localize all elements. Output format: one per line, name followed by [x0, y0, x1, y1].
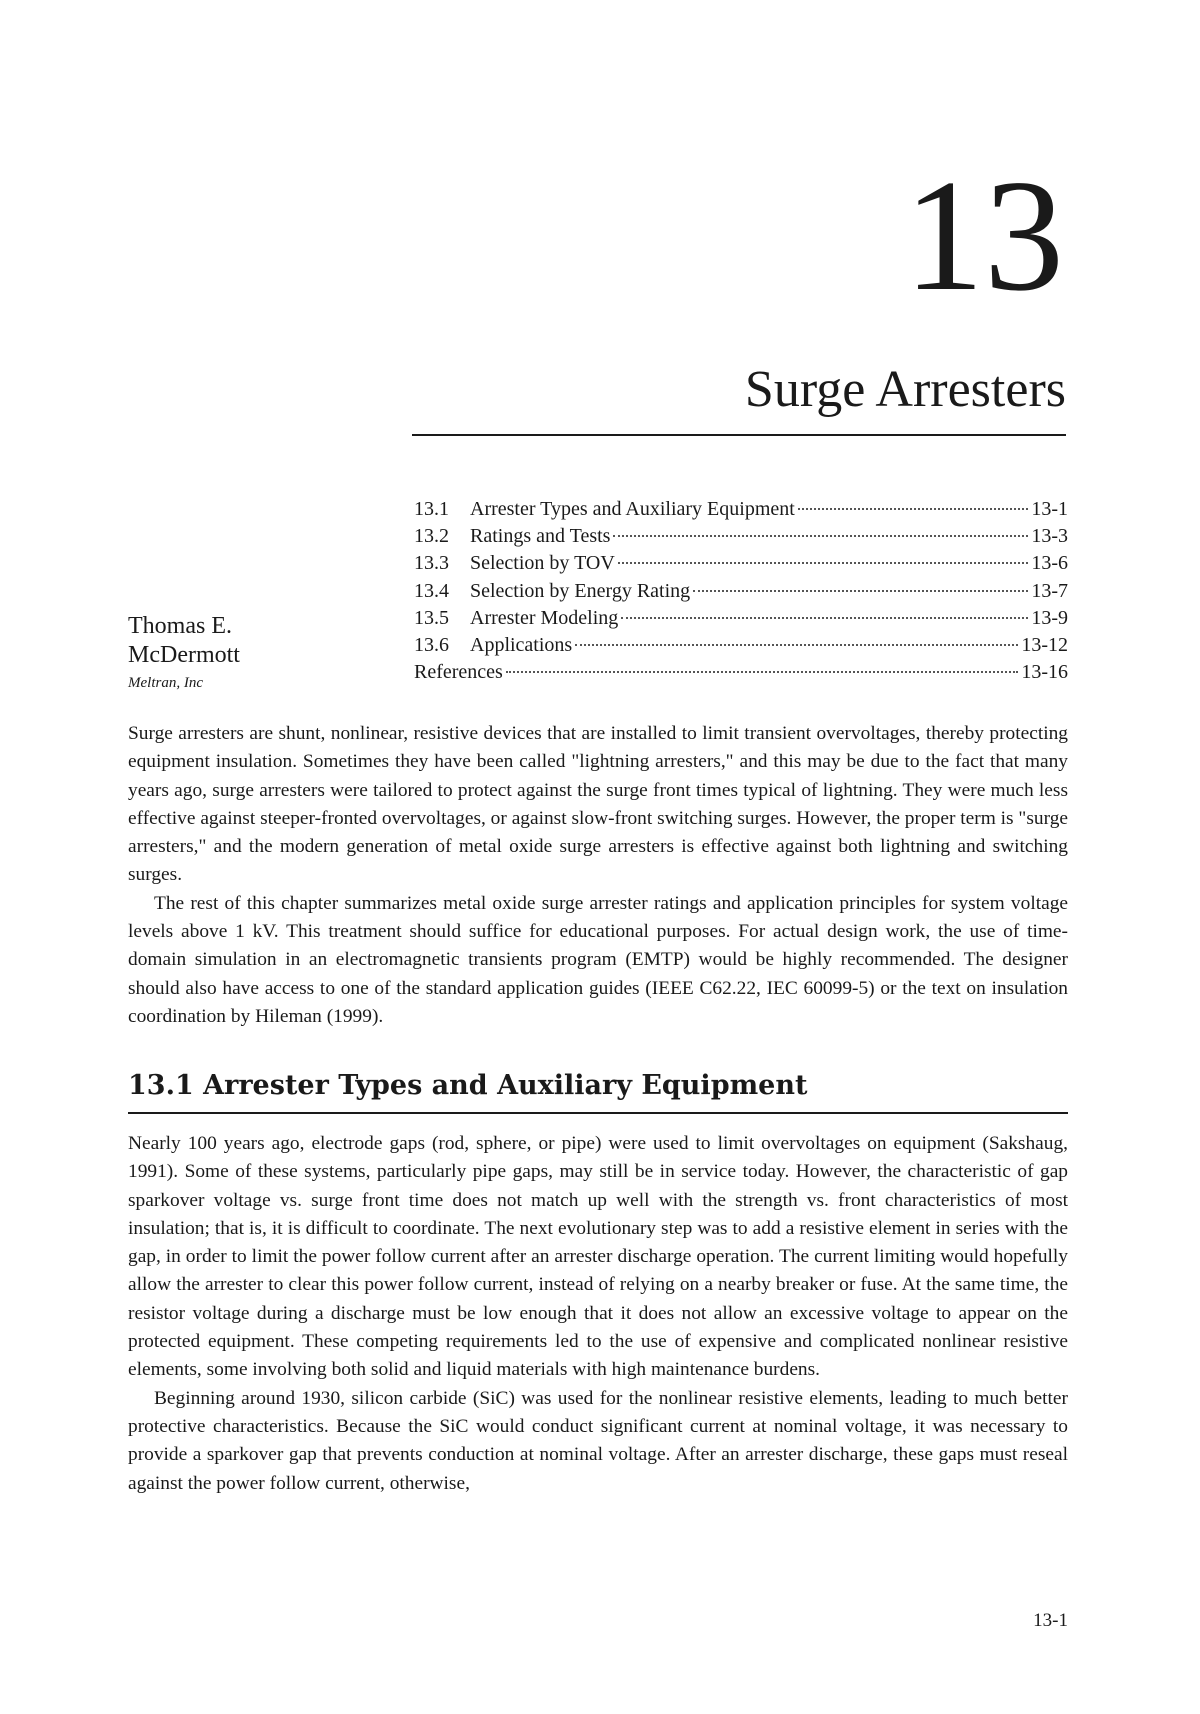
toc-leader	[621, 617, 1028, 619]
section-paragraph-2: Beginning around 1930, silicon carbide (SiC) was used for the nonlinear resistive elements, leading to much better protective characteristics. Because the SiC would conduct significant current at nominal voltage, it was necessary to provide a sparkover gap that prevents conduction at nominal voltage. After an arrester discharge, these gaps must reseal against the power follow current, otherwise,	[128, 1387, 1068, 1494]
toc-item-page: 13-7	[1031, 579, 1068, 602]
toc-item-page: 13-3	[1031, 525, 1068, 548]
toc-item[interactable]	[414, 605, 1068, 632]
toc-item[interactable]	[414, 523, 1068, 550]
toc-item-number: 13.3	[414, 552, 449, 575]
toc-leader	[575, 644, 1018, 646]
toc-leader	[693, 590, 1028, 592]
toc-item-page: 13-16	[1021, 661, 1068, 684]
intro-paragraph-1: Surge arresters are shunt, nonlinear, resistive devices that are installed to limit transient overvoltages, thereby protecting equipment insulation. Sometimes they have been called "lightning arresters," and this may be due to the fact that many years ago, surge arresters were tailored to protect against the surge front times typical of lightning. They were much less effective against steeper-fronted overvoltages, or against slow-front switching surges. However, the proper term is "surge arresters," and the modern generation of metal oxide surge arresters is effective against both lightning and switching surges.	[128, 723, 1068, 886]
toc-item-title: Selection by TOV	[470, 552, 615, 575]
toc-item-references[interactable]	[414, 659, 1068, 686]
author-affiliation: Meltran, Inc	[128, 675, 203, 691]
section-heading-13-1: 13.1 Arrester Types and Auxiliary Equipment	[128, 1064, 1068, 1114]
section-13-1-text	[128, 1130, 1068, 1498]
toc-item-number: 13.4	[414, 579, 449, 602]
toc-item-number: 13.5	[414, 606, 449, 629]
table-of-contents	[414, 496, 1068, 686]
chapter-number: 13	[904, 146, 1064, 324]
toc-item-number: 13.2	[414, 525, 449, 548]
intro-text	[128, 720, 1068, 1031]
toc-item[interactable]	[414, 550, 1068, 577]
toc-item[interactable]	[414, 496, 1068, 523]
toc-item-page: 13-6	[1031, 552, 1068, 575]
toc-leader	[506, 671, 1019, 673]
toc-leader	[618, 562, 1029, 564]
toc-item[interactable]	[414, 578, 1068, 605]
toc-item-title: References	[414, 661, 503, 684]
intro-paragraph-2: The rest of this chapter summarizes metal oxide surge arrester ratings and application principles for system voltage levels above 1 kV. This treatment should suffice for educational purposes. For actual design work, the use of time-domain simulation in an electromagnetic transients program (EMTP) would be highly recommended. The designer should also have access to one of the standard application guides (IEEE C62.22, IEC 60099-5) or the text on insulation coordination by Hileman (1999).	[128, 892, 1068, 1027]
section-paragraph-1: Nearly 100 years ago, electrode gaps (rod, sphere, or pipe) were used to limit overvoltages on equipment (Sakshaug, 1991). Some of these systems, particularly pipe gaps, may still be in service today. However, the characteristic of gap sparkover voltage vs. surge front time does not match up well with the strength vs. front characteristics of most insulation; that is, it is difficult to coordinate. The next evolutionary step was to add a resistive element in series with the gap, in order to limit the power follow current after an arrester discharge operation. The current limiting would hopefully allow the arrester to clear this power follow current, instead of relying on a nearby breaker or fuse. At the same time, the resistor voltage during a discharge must be low enough that it does not allow an excessive voltage to appear on the protected equipment. These competing requirements led to the use of expensive and complicated nonlinear resistive elements, some involving both solid and liquid materials with high maintenance burdens.	[128, 1133, 1068, 1381]
chapter-title: Surge Arresters	[744, 361, 1066, 418]
toc-item-title: Ratings and Tests	[470, 525, 611, 548]
toc-item-page: 13-1	[1031, 498, 1068, 520]
toc-item-number: 13.1	[414, 498, 449, 520]
toc-item-page: 13-12	[1021, 634, 1068, 657]
toc-item-title: Applications	[470, 634, 573, 657]
toc-item-number: 13.6	[414, 634, 449, 657]
toc-item[interactable]	[414, 632, 1068, 659]
page-number: 13-1	[1033, 1610, 1068, 1631]
toc-item-page: 13-9	[1031, 606, 1068, 629]
author-block	[128, 612, 240, 695]
title-rule	[412, 434, 1066, 436]
author-name-line2: McDermott	[128, 642, 240, 668]
toc-leader	[798, 508, 1029, 510]
toc-leader	[613, 535, 1028, 537]
toc-item-title: Arrester Modeling	[470, 606, 619, 629]
author-name-line1: Thomas E.	[128, 613, 232, 639]
toc-item-title: Selection by Energy Rating	[470, 579, 691, 602]
toc-item-title: Arrester Types and Auxiliary Equipment	[470, 498, 795, 520]
